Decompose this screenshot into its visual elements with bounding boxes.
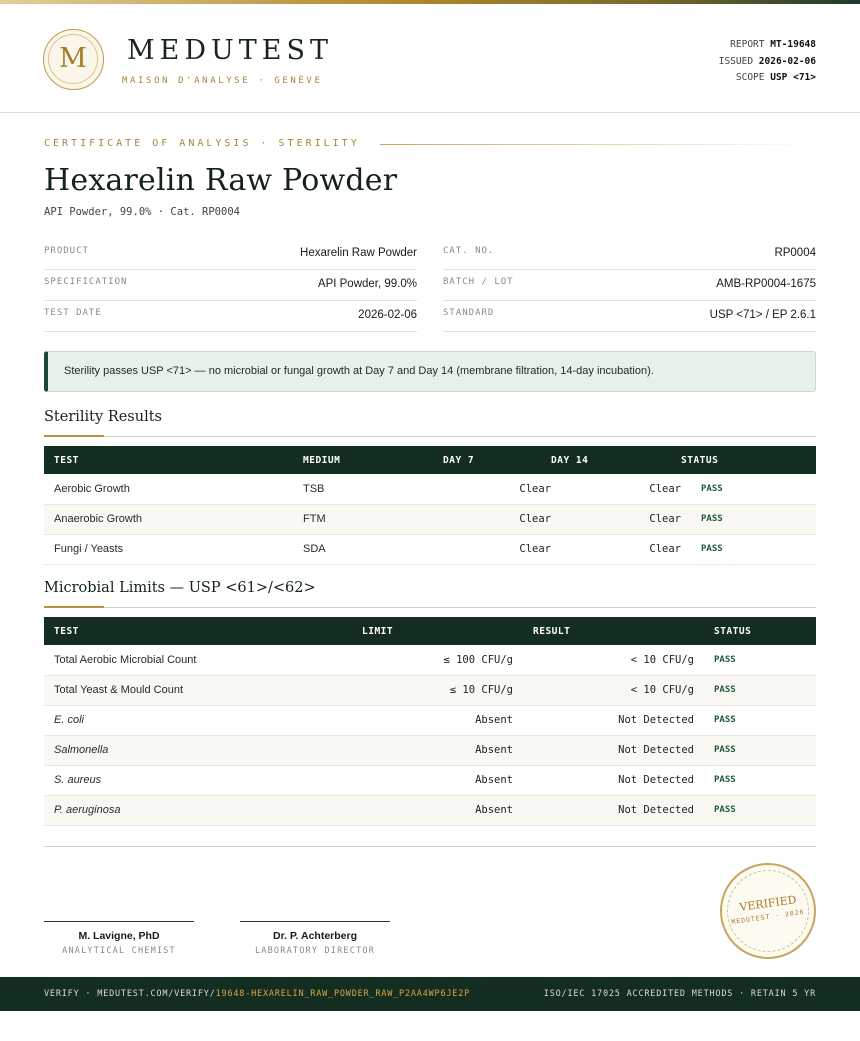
column-header: DAY 14	[551, 454, 589, 466]
stamp-sub-text: MEDUTEST · 2026	[730, 907, 806, 927]
signature-line	[44, 921, 194, 922]
issued-row: ISSUED 2026-02-06	[718, 55, 816, 67]
column-header: TEST	[54, 625, 79, 637]
page-subtitle: API Powder, 99.0% · Cat. RP0004	[44, 206, 240, 218]
test-name: Total Yeast & Mould Count	[54, 684, 184, 696]
section-divider	[44, 607, 816, 608]
limit: ≤ 100 CFU/g	[443, 653, 513, 666]
column-header: DAY 7	[443, 454, 475, 466]
test-name: E. coli	[54, 714, 84, 726]
brand-monogram: M	[48, 34, 98, 84]
status-badge: PASS	[701, 483, 723, 494]
table-header-row	[44, 446, 816, 474]
info-key: PRODUCT	[44, 246, 89, 256]
status-badge: PASS	[714, 745, 736, 755]
microbial-limits-table	[44, 617, 816, 826]
table-row	[44, 504, 816, 534]
signature-divider	[44, 846, 816, 847]
issued-date: 2026-02-06	[758, 55, 816, 67]
stamp-main-text: VERIFIED	[738, 893, 798, 914]
column-header: STATUS	[714, 625, 752, 637]
status-badge: PASS	[701, 514, 723, 524]
day7-result: Clear	[519, 543, 551, 555]
day14-result: Clear	[649, 513, 681, 525]
result: Not Detected	[618, 774, 694, 786]
table-row	[44, 675, 816, 705]
report-meta	[719, 37, 816, 87]
sterility-section-title: Sterility Results	[44, 409, 162, 425]
brand-tagline: MAISON D'ANALYSE · GENÈVE	[122, 76, 323, 86]
test-name: P. aeruginosa	[54, 804, 121, 816]
signatory-role: LABORATORY DIRECTOR	[254, 946, 376, 956]
medium: FTM	[303, 513, 326, 525]
signature-block-director	[240, 921, 390, 956]
sterility-table	[44, 446, 816, 565]
signature-block-chemist	[44, 921, 194, 956]
info-value: API Powder, 99.0%	[317, 278, 417, 290]
day7-result: Clear	[519, 482, 551, 495]
column-header: LIMIT	[362, 625, 394, 637]
report-header	[0, 4, 860, 113]
signatory-role: ANALYTICAL CHEMIST	[62, 946, 176, 956]
verified-stamp	[720, 863, 816, 959]
table-row	[44, 735, 816, 765]
report-number: MT-19648	[770, 39, 816, 50]
section-divider	[44, 436, 816, 437]
certificate-kicker-row	[44, 138, 816, 152]
status-badge: PASS	[701, 544, 723, 554]
test-name: Salmonella	[54, 744, 109, 756]
scope-value: USP <71>	[770, 72, 816, 83]
microbial-section-title: Microbial Limits — USP <61>/<62>	[44, 580, 316, 596]
limit: Absent	[475, 714, 513, 726]
test-name: Aerobic Growth	[54, 482, 130, 495]
info-row-product	[44, 239, 417, 270]
table-row	[44, 474, 816, 504]
kicker-divider	[380, 144, 816, 145]
info-value: USP <71> / EP 2.6.1	[709, 309, 816, 321]
status-badge: PASS	[714, 654, 736, 665]
table-row	[44, 534, 816, 564]
info-row-cat-no	[443, 239, 816, 270]
column-header: RESULT	[533, 625, 571, 637]
column-header: TEST	[54, 454, 79, 466]
status-badge: PASS	[714, 805, 736, 815]
info-value: RP0004	[774, 247, 816, 259]
limit: Absent	[475, 804, 513, 816]
limit: Absent	[475, 774, 513, 786]
table-row	[44, 795, 816, 825]
table-header-row	[44, 617, 816, 645]
scope-row: SCOPE USP <71>	[735, 72, 816, 83]
callout-text: Sterility passes USP <71> — no microbial or fungal growth at Day 7 and Day 14 (membrane filtration, 14-day incubation).	[64, 365, 654, 377]
verification-footer	[0, 977, 860, 1011]
info-row-standard	[443, 301, 816, 332]
column-header: STATUS	[681, 454, 719, 466]
status-badge: PASS	[714, 775, 736, 785]
info-key: SPECIFICATION	[44, 277, 128, 287]
product-info-left	[44, 239, 417, 332]
report-number-row: REPORT MT-19648	[730, 39, 816, 50]
table-row	[44, 765, 816, 795]
column-header: MEDIUM	[303, 454, 341, 466]
info-key: TEST DATE	[44, 308, 102, 318]
signature-line	[240, 921, 390, 922]
day7-result: Clear	[519, 513, 551, 525]
section-accent-bar	[44, 435, 104, 437]
accreditation-note: ISO/IEC 17025 ACCREDITED METHODS · RETAIN 5 YR	[543, 989, 816, 999]
certificate-kicker: CERTIFICATE OF ANALYSIS · STERILITY	[44, 138, 360, 149]
info-key: BATCH / LOT	[443, 277, 514, 287]
info-value: 2026-02-06	[358, 309, 417, 321]
day14-result: Clear	[649, 543, 681, 555]
result: Not Detected	[618, 804, 694, 816]
product-info-right	[443, 239, 816, 332]
result: < 10 CFU/g	[630, 684, 694, 696]
brand-name: MEDUTEST	[127, 35, 333, 66]
status-badge: PASS	[714, 685, 736, 695]
verify-url[interactable]: VERIFY · MEDUTEST.COM/VERIFY/19648-HEXARELIN_RAW_POWDER_RAW_P2AA4WP6JE2P	[44, 989, 471, 999]
test-name: S. aureus	[54, 774, 102, 786]
table-row	[44, 705, 816, 735]
section-accent-bar	[44, 606, 104, 608]
limit: ≤ 10 CFU/g	[449, 684, 513, 696]
result: Not Detected	[618, 744, 694, 756]
test-name: Fungi / Yeasts	[54, 543, 124, 555]
signatory-name: M. Lavigne, PhD	[78, 930, 160, 942]
page-title: Hexarelin Raw Powder	[44, 163, 398, 198]
table-row	[44, 645, 816, 675]
info-row-specification	[44, 270, 417, 301]
sterility-summary-callout	[44, 351, 816, 392]
info-value: Hexarelin Raw Powder	[300, 247, 417, 259]
brand-seal-logo	[43, 29, 104, 90]
result: Not Detected	[618, 714, 694, 726]
day14-result: Clear	[649, 482, 681, 495]
info-value: AMB-RP0004-1675	[716, 278, 816, 290]
info-row-batch-lot	[443, 270, 816, 301]
status-badge: PASS	[714, 715, 736, 725]
test-name: Total Aerobic Microbial Count	[54, 653, 197, 666]
medium: SDA	[303, 543, 326, 555]
limit: Absent	[475, 744, 513, 756]
info-row-test-date	[44, 301, 417, 332]
signatory-name: Dr. P. Achterberg	[272, 930, 358, 942]
info-key: CAT. NO.	[443, 246, 495, 256]
result: < 10 CFU/g	[630, 653, 694, 666]
verify-code: 19648-HEXARELIN_RAW_POWDER_RAW_P2AA4WP6JE2P	[215, 989, 471, 999]
test-name: Anaerobic Growth	[54, 513, 143, 525]
info-key: STANDARD	[443, 308, 495, 318]
medium: TSB	[303, 482, 325, 495]
